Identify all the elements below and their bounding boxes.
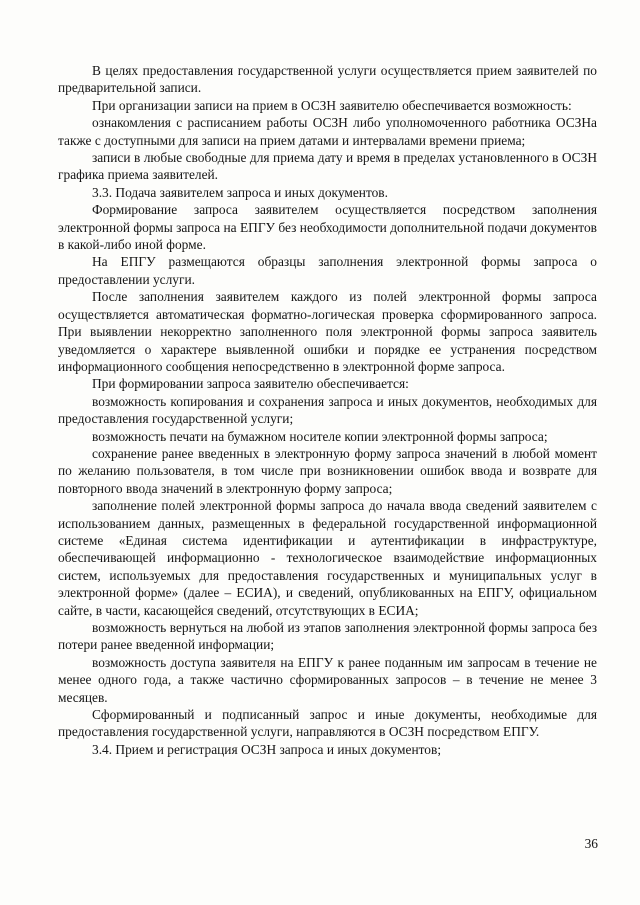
paragraph: записи в любые свободные для приема дату и время в пределах установленного в ОСЗН графика приема заявителей.: [58, 150, 597, 183]
paragraph: заполнение полей электронной формы запроса до начала ввода сведений заявителем с использованием данных, размещенных в федеральной государственной информационной системе «Единая система идентификации и аутентификации в инфраструктуре, обеспечивающей информационно - технологическое взаимодействие информационных систем, используемых для предоставления государственных и муниципальных услуг в электронной форме» (далее – ЕСИА), и сведений, опубликованных на ЕПГУ, официальном сайте, в части, касающейся сведений, отсутствующих в ЕСИА;: [58, 498, 597, 618]
paragraph: После заполнения заявителем каждого из полей электронной формы запроса осуществляется автоматическая форматно-логическая проверка сформированного запроса. При выявлении некорректно заполненного поля электронной формы запроса заявитель уведомляется о характере выявленной ошибки и порядке ее устранения посредством информационного сообщения непосредственно в электронной форме запроса.: [58, 289, 597, 374]
paragraph: При организации записи на прием в ОСЗН заявителю обеспечивается возможность:: [92, 97, 572, 113]
paragraph: Формирование запроса заявителем осуществляется посредством заполнения электронной формы запроса на ЕПГУ без необходимости дополнительной подачи документов в какой-либо иной форме.: [58, 202, 597, 253]
paragraph: ознакомления с расписанием работы ОСЗН либо уполномоченного работника ОСЗНа также с доступными для записи на прием датами и интервалами времени приема;: [58, 115, 597, 148]
paragraph: возможность печати на бумажном носителе копии электронной формы запроса;: [92, 428, 548, 444]
document-body: [58, 62, 597, 758]
paragraph: возможность вернуться на любой из этапов заполнения электронной формы запроса без потери ранее введенной информации;: [58, 620, 597, 653]
paragraph: возможность доступа заявителя на ЕПГУ к ранее поданным им запросам в течение не менее одного года, а также частично сформированных запросов – в течение не менее 3 месяцев.: [58, 654, 597, 705]
section-heading: 3.3. Подача заявителем запроса и иных документов.: [92, 184, 388, 200]
paragraph: сохранение ранее введенных в электронную форму запроса значений в любой момент по желанию пользователя, в том числе при возникновении ошибок ввода и возврате для повторного ввода значений в электронную форму запроса;: [58, 445, 597, 496]
paragraph: Сформированный и подписанный запрос и иные документы, необходимые для предоставления государственной услуги, направляются в ОСЗН посредством ЕПГУ.: [58, 707, 597, 740]
paragraph: При формировании запроса заявителю обеспечивается:: [92, 376, 409, 392]
paragraph: В целях предоставления государственной услуги осуществляется прием заявителей по предварительной записи.: [58, 63, 597, 96]
paragraph: На ЕПГУ размещаются образцы заполнения электронной формы запроса о предоставлении услуги.: [58, 254, 597, 287]
section-heading: 3.4. Прием и регистрация ОСЗН запроса и иных документов;: [92, 741, 442, 757]
page-number: 36: [584, 836, 598, 851]
paragraph: возможность копирования и сохранения запроса и иных документов, необходимых для предоставления государственной услуги;: [58, 393, 597, 427]
